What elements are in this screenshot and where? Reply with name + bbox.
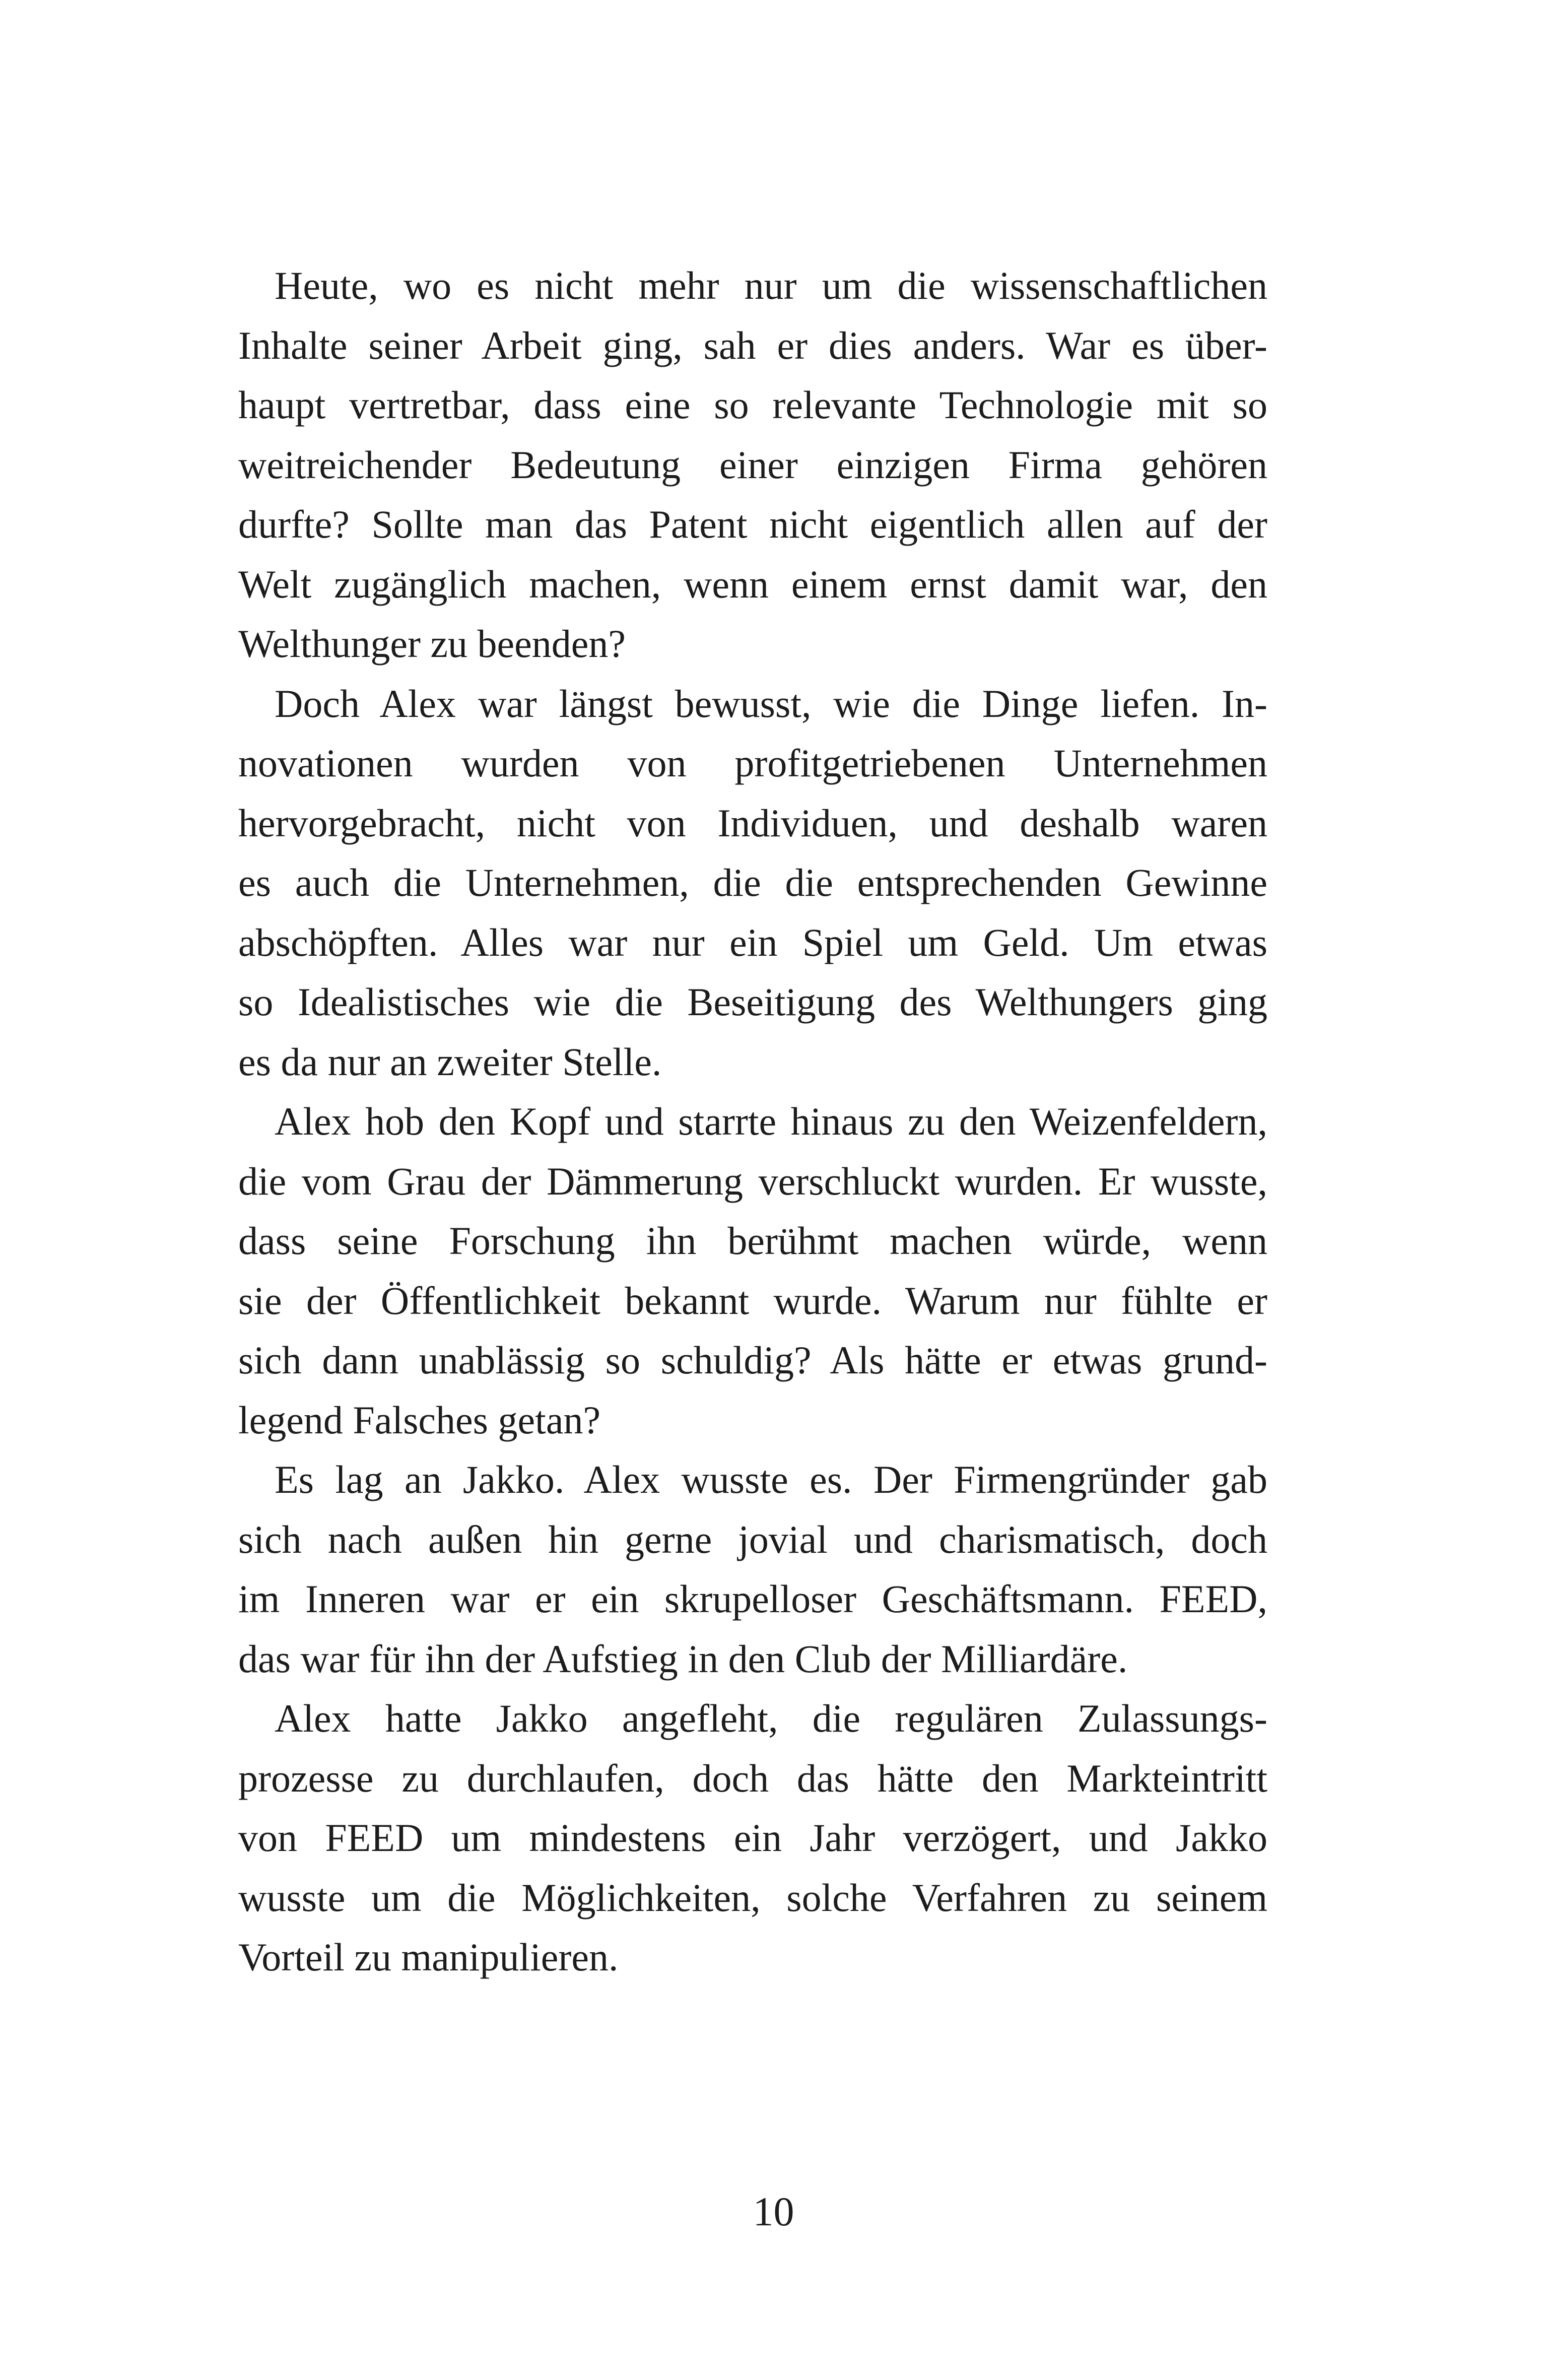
text-line: Alex hatte Jakko angefleht, die regulären Zulassungs-: [275, 1696, 1267, 1740]
text-line: das war für ihn der Aufstieg in den Club der Milliardäre.: [238, 1636, 1128, 1681]
paragraph: [238, 1092, 1267, 1450]
paragraph: [238, 1689, 1267, 1988]
text-line: Welt zugänglich machen, wenn einem ernst damit war, den: [238, 562, 1267, 606]
paragraph: [238, 674, 1267, 1092]
page-number: 10: [753, 2189, 794, 2234]
text-line: Inhalte seiner Arbeit ging, sah er dies anders. War es über-: [238, 323, 1267, 367]
text-line: sich dann unablässig so schuldig? Als hätte er etwas grund-: [238, 1338, 1267, 1382]
text-line: Alex hob den Kopf und starrte hinaus zu den Weizenfeldern,: [275, 1099, 1267, 1143]
text-line: dass seine Forschung ihn berühmt machen würde, wenn: [238, 1219, 1267, 1263]
text-line: die vom Grau der Dämmerung verschluckt wurden. Er wusste,: [238, 1159, 1267, 1203]
body-text: [238, 256, 1267, 1988]
text-line: Doch Alex war längst bewusst, wie die Dinge liefen. In-: [275, 681, 1267, 725]
text-line: Vorteil zu manipulieren.: [238, 1935, 619, 1979]
text-line: Es lag an Jakko. Alex wusste es. Der Firmengründer gab: [275, 1458, 1267, 1501]
text-line: sich nach außen hin gerne jovial und charismatisch, doch: [238, 1517, 1267, 1561]
text-line: Welthunger zu beenden?: [238, 622, 626, 666]
text-line: es auch die Unternehmen, die die entsprechenden Gewinne: [238, 861, 1267, 904]
text-line: novationen wurden von profitgetriebenen Unternehmen: [238, 741, 1267, 785]
text-line: weitreichender Bedeutung einer einzigen Firma gehören: [238, 442, 1267, 487]
text-line: Heute, wo es nicht mehr nur um die wissenschaftlichen: [275, 263, 1267, 307]
text-line: im Inneren war er ein skrupelloser Geschäftsmann. FEED,: [238, 1577, 1267, 1621]
text-line: abschöpften. Alles war nur ein Spiel um Geld. Um etwas: [238, 920, 1267, 964]
text-line: von FEED um mindestens ein Jahr verzögert, und Jakko: [238, 1816, 1267, 1860]
text-line: es da nur an zweiter Stelle.: [238, 1039, 662, 1084]
text-line: wusste um die Möglichkeiten, solche Verfahren zu seinem: [238, 1875, 1267, 1920]
text-line: hervorgebracht, nicht von Individuen, und deshalb waren: [238, 801, 1267, 845]
paragraph: [238, 1450, 1267, 1689]
paragraph: [238, 256, 1267, 674]
text-line: haupt vertretbar, dass eine so relevante Technologie mit so: [238, 383, 1267, 427]
text-line: so Idealistisches wie die Beseitigung des Welthungers ging: [238, 980, 1267, 1024]
text-line: sie der Öffentlichkeit bekannt wurde. Warum nur fühlte er: [238, 1278, 1267, 1323]
text-line: legend Falsches getan?: [238, 1398, 601, 1442]
text-line: durfte? Sollte man das Patent nicht eigentlich allen auf der: [238, 502, 1267, 546]
text-line: prozesse zu durchlaufen, doch das hätte den Markteintritt: [238, 1756, 1267, 1800]
